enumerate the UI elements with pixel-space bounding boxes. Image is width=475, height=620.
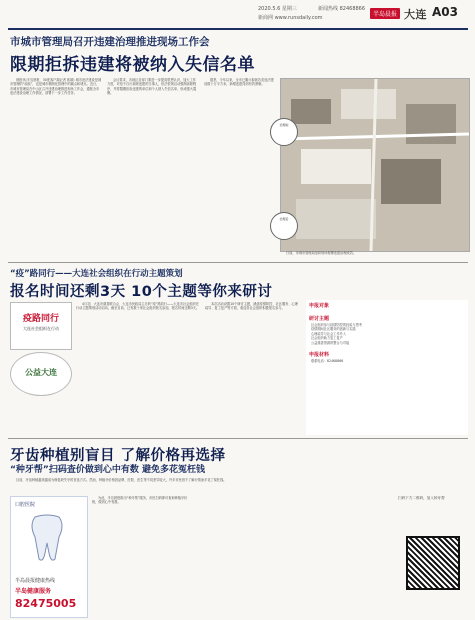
lead-body-col2 [107, 78, 199, 256]
public-welfare-logo [10, 352, 72, 396]
story2-body-col1 [76, 302, 201, 434]
sidebar-contact: 联系电话：82468866 [311, 359, 344, 364]
topic-item: 公益慈善资源的整合与对接 [311, 340, 350, 345]
story3-subhead: “种牙帮”扫码查价做到心中有数 避免多花冤枉钱 [10, 465, 205, 475]
lead-paragraph: 据悉，今年以来，全市已累计拆除各类违法建设数十万平方米，新增违建得到有效遏制。 [204, 78, 274, 87]
sidebar-section3-title: 申报材料 [309, 352, 330, 359]
topic-item: 社会组织参与疫情防控的经验与思考 [311, 323, 362, 327]
story2-sidebar [306, 300, 468, 435]
ad-brand-label: 半岛晨报健康热线 [15, 578, 56, 584]
issue-date: 2020.5.6 星期三 [258, 6, 297, 12]
header-rule [8, 28, 468, 30]
ad-hospital: 口腔医院 [15, 502, 36, 508]
story2-body-col2 [205, 302, 300, 434]
lead-photo [280, 78, 470, 252]
before-marker: 治理前 [270, 118, 298, 146]
campaign-logo-title: 疫路同行 [22, 314, 59, 324]
qr-caption: 扫码下方二维码，加入种牙帮 [398, 496, 445, 500]
lead-body-col1 [10, 78, 102, 256]
section-divider [8, 438, 468, 439]
topic-item: 疫情期间社区服务的创新与实践 [311, 327, 356, 332]
sidebar-section2-title: 研讨主题 [309, 316, 330, 322]
aerial-photo-illustration [281, 79, 469, 251]
story3-body-col2 [196, 496, 296, 616]
story2-paragraph: 4月初，大连市慈善联合会、大连市民政局主办的“疫”路同行——大连市社会组织在行动主题策划活动启动。截至目前，已有数十家社会组织报名参加，报名时间还剩3天。 [76, 302, 200, 311]
story3-body-col1: 为此，半岛晨报推出“种牙帮”服务，市民扫码即可查询种植牙价格，做到心中有数。 [92, 496, 188, 505]
after-marker: 治理后 [270, 212, 298, 240]
section-name: 大连 [404, 8, 427, 21]
campaign-logo [10, 302, 72, 350]
story3-body-col3 [300, 496, 394, 616]
lead-headline: 限期拒拆违建将被纳入失信名单 [10, 55, 255, 75]
section-divider [8, 262, 468, 263]
dental-ad [10, 496, 88, 618]
ad-brand: 半岛健康服务 [15, 588, 52, 595]
lead-paragraph: 会议要求，各地区各部门要进一步提高思想认识，加大工作力度，对拒不自行拆除违建的当事人，依法依规启动强制拆除程序，并将限期拒拆违建的单位和个人纳入失信名单，形成强大震慑。 [107, 78, 197, 96]
story2-headline: 报名时间还剩3天 10个主题等你来研讨 [10, 284, 273, 300]
newspaper-logo: 半岛晨报 [370, 8, 400, 19]
topic-list [311, 323, 468, 345]
sidebar-section1-title: 申报对象 [309, 303, 330, 309]
topic-item: 心理疏导与社会工作介入 [311, 331, 347, 336]
story2-kicker: “疫”路同行——大连社会组织在行动主题策划 [10, 269, 183, 279]
story3-lead-paragraph: 目前，牙齿种植越来越成为修复缺失牙的首选方式。然而，种植牙价格因品牌、医院、医生等不同差异较大，许多市民因不了解行情而多花了冤枉钱。 [16, 478, 227, 482]
ad-phone: 82475005 [15, 597, 77, 610]
page-number: A03 [432, 5, 458, 19]
website-url: 新商网 www.runsdaily.com [258, 15, 323, 21]
qr-code[interactable] [406, 536, 460, 590]
story2-paragraph: 本次活动设置10个研讨主题，涵盖疫情防控、社区服务、心理疏导、复工复产等方面，欢迎各社会组织积极报名参与。 [205, 302, 298, 311]
story3-headline: 牙齿种植别盲目 了解价格再选择 [10, 448, 226, 464]
qr-panel [398, 496, 468, 616]
lead-kicker: 市城市管理局召开违建治理推进现场工作会 [10, 36, 210, 48]
topic-item: 社会组织助力复工复产 [311, 336, 343, 341]
lead-body-col3 [204, 78, 274, 256]
welfare-logo-text: 公益大连 [25, 368, 57, 377]
photo-caption: 日前，市城市管理局组织现场观摩违建治理成效。 [286, 251, 357, 255]
lead-paragraph: 晨报讯(半岛晨报、30度客户端记者 郭颖) 城市违法建设是城市管理的“顽疾”，也是城市精细化管理中的痛点和堵点。近日，市城市管理局在中山区召开违建治理推进现场工作会，通报全市违法建设治理工作情况，部署下一步工作任务。 [10, 78, 102, 96]
campaign-logo-sub: 大连社会组织在行动 [23, 326, 59, 331]
news-hotline: 新闻热线 82468866 [318, 6, 366, 12]
tooth-icon [29, 513, 65, 563]
